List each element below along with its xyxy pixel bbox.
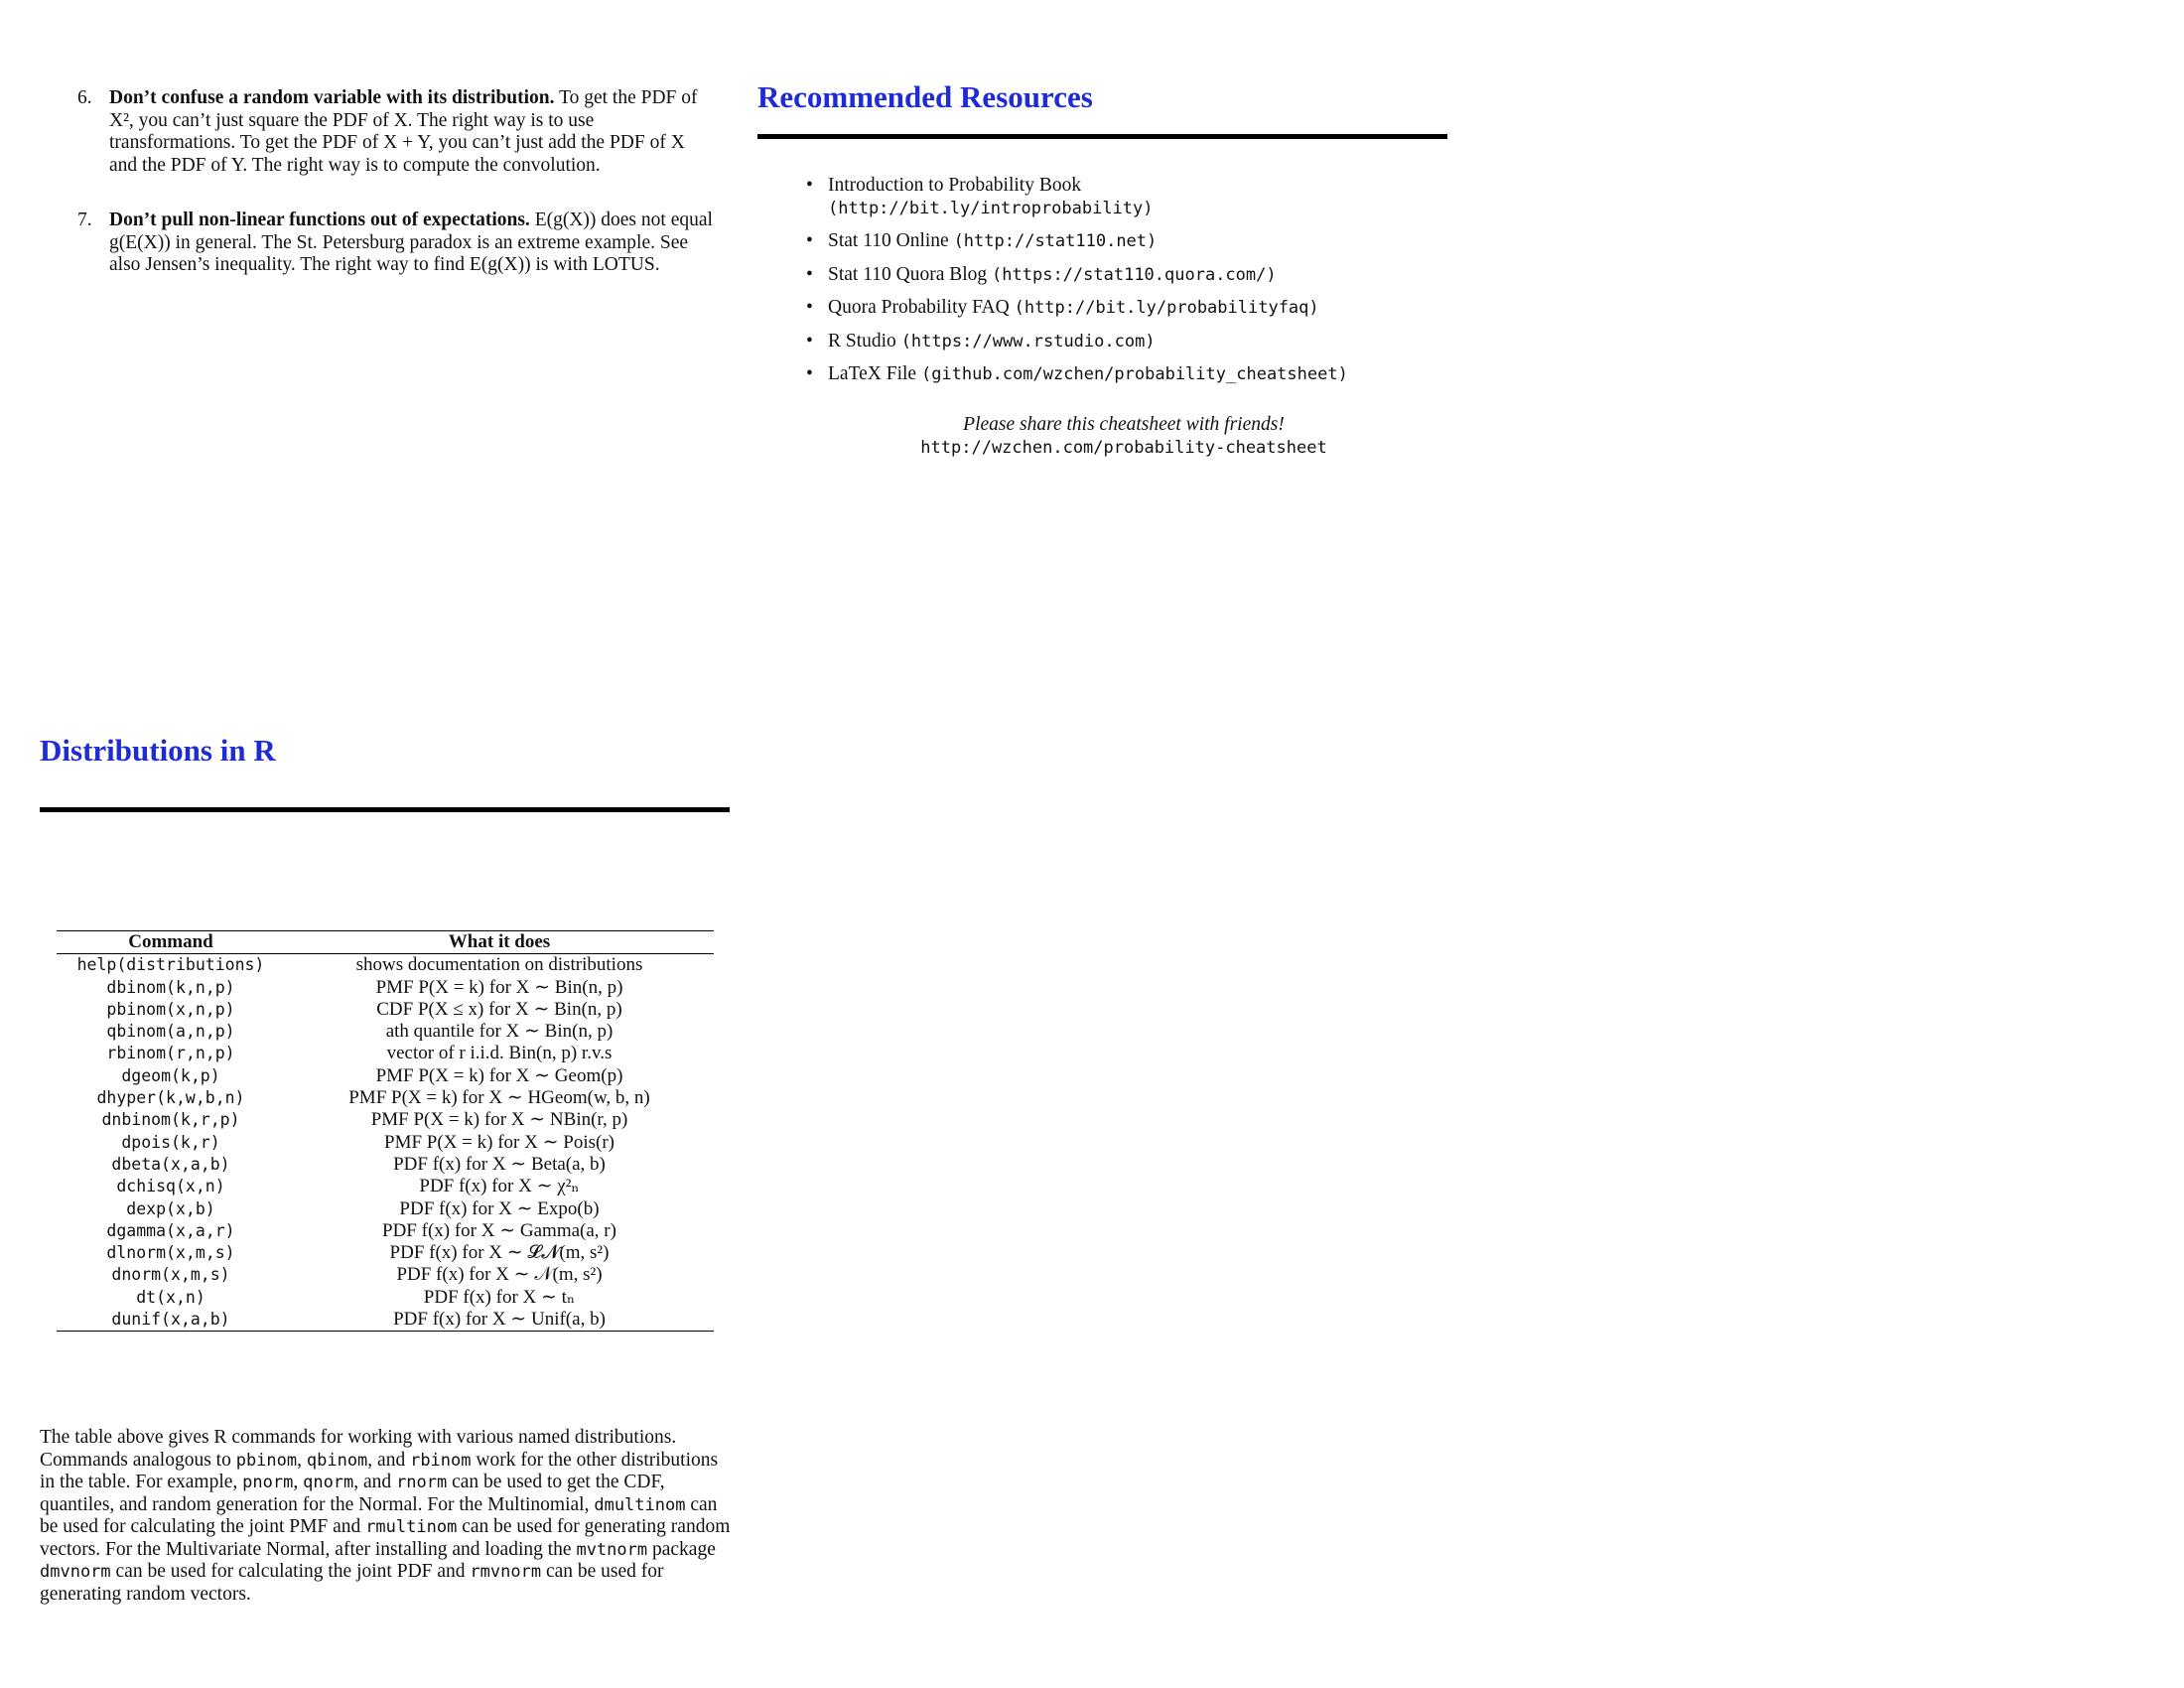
resource-link[interactable]: (http://bit.ly/introprobability) <box>828 198 1154 218</box>
table-row <box>57 1287 714 1309</box>
inline-code: rnorm <box>396 1473 448 1492</box>
paragraph-text: can be used for calculating the joint PDF and <box>110 1561 471 1582</box>
resources-list <box>806 175 1451 397</box>
command-cell: qbinom(a,n,p) <box>106 1022 235 1042</box>
description-cell: CDF P(X ≤ x) for X ∼ Bin(n, p) <box>376 998 622 1020</box>
resource-label: Stat 110 Online <box>828 230 949 251</box>
table-row <box>57 977 714 999</box>
table-body <box>57 954 714 1332</box>
description-cell: PMF P(X = k) for X ∼ Pois(r) <box>384 1131 614 1153</box>
description-cell: PMF P(X = k) for X ∼ Bin(n, p) <box>375 976 623 998</box>
table-row <box>57 1043 714 1064</box>
resource-item[interactable] <box>806 175 1451 219</box>
description-cell: PDF f(x) for X ∼ 𝓛𝓝(m, s²) <box>389 1242 610 1264</box>
table-row <box>57 1021 714 1043</box>
resource-label: R Studio <box>828 330 896 352</box>
table-row <box>57 1198 714 1220</box>
tips-list <box>77 87 713 310</box>
table-row <box>57 1109 714 1131</box>
resources-heading-rule <box>757 134 1447 139</box>
table-row <box>57 1309 714 1332</box>
table-row <box>57 1176 714 1197</box>
resource-label: Quora Probability FAQ <box>828 297 1010 318</box>
command-cell: dchisq(x,n) <box>116 1177 225 1196</box>
inline-code: rmvnorm <box>470 1562 542 1582</box>
description-cell: PDF f(x) for X ∼ χ²ₙ <box>419 1176 580 1197</box>
resource-item[interactable] <box>806 264 1451 287</box>
resource-label: Stat 110 Quora Blog <box>828 263 988 285</box>
resource-link[interactable]: (http://bit.ly/probabilityfaq) <box>1014 298 1319 318</box>
description-cell: PDF f(x) for X ∼ Beta(a, b) <box>393 1153 606 1175</box>
tip-item-6 <box>77 87 713 177</box>
paragraph-text: , <box>293 1472 304 1492</box>
inline-code: qbinom <box>306 1450 368 1471</box>
inline-code: dmvnorm <box>40 1562 111 1582</box>
command-cell: dt(x,n) <box>136 1287 205 1307</box>
description-cell: shows documentation on distributions <box>355 954 643 976</box>
resources-heading: Recommended Resources <box>757 79 1093 114</box>
inline-code: qnorm <box>303 1473 354 1492</box>
inline-code: rbinom <box>410 1450 472 1471</box>
command-cell: dgeom(k,p) <box>121 1065 220 1085</box>
distributions-paragraph <box>40 1427 735 1606</box>
paragraph-text: can be used for calculating the joint PMF and <box>40 1493 718 1537</box>
table-header-row <box>57 931 714 954</box>
description-cell: PMF P(X = k) for X ∼ HGeom(w, b, n) <box>348 1087 650 1109</box>
bullet-icon: • <box>806 263 813 285</box>
share-note <box>806 414 1441 459</box>
table-row <box>57 999 714 1021</box>
table-row <box>57 1154 714 1176</box>
share-url[interactable]: http://wzchen.com/probability-cheatsheet <box>920 437 1327 458</box>
command-cell: help(distributions) <box>76 955 265 975</box>
table-row <box>57 954 714 977</box>
inline-code: mvtnorm <box>576 1539 648 1560</box>
tip-body: E(g(X)) does not equal g(E(X)) in general. The St. Petersburg paradox is an extreme example. See also Jensen’s inequality. The right way to find E(g(X)) is with LOTUS. <box>109 210 713 275</box>
command-cell: dnorm(x,m,s) <box>111 1265 230 1285</box>
command-cell: dbeta(x,a,b) <box>111 1154 230 1174</box>
paragraph-text: , and <box>367 1449 411 1471</box>
table-row <box>57 1220 714 1242</box>
command-cell: rbinom(r,n,p) <box>106 1044 235 1063</box>
table-row <box>57 1242 714 1264</box>
paragraph-text: The table above gives R commands for working with various named distributions. Commands analogous to <box>40 1427 677 1471</box>
command-cell: dlnorm(x,m,s) <box>106 1243 235 1263</box>
command-cell: dgamma(x,a,r) <box>106 1220 235 1240</box>
distributions-heading-rule <box>40 807 730 812</box>
description-cell: PDF f(x) for X ∼ Unif(a, b) <box>285 1309 714 1332</box>
description-cell: PDF f(x) for X ∼ Gamma(a, r) <box>382 1219 616 1241</box>
paragraph-text: , and <box>353 1472 397 1492</box>
share-text: Please share this cheatsheet with friends! <box>963 414 1285 435</box>
command-cell: dpois(k,r) <box>121 1132 220 1152</box>
inline-code: rmultinom <box>365 1517 458 1537</box>
tip-number: 7. <box>77 210 92 230</box>
tip-body: To get the PDF of X², you can’t just square the PDF of X. The right way is to use transformations. To get the PDF of X + Y, you can’t just add the PDF of X and the PDF of Y. The right way is to compute the convolution. <box>109 87 698 176</box>
inline-code: dmultinom <box>594 1494 686 1515</box>
inline-code: pbinom <box>235 1450 298 1471</box>
command-cell: dhyper(k,w,b,n) <box>96 1088 245 1108</box>
bullet-icon: • <box>806 330 813 352</box>
bullet-icon: • <box>806 297 813 318</box>
column-header-command: Command <box>57 931 285 954</box>
resource-link[interactable]: (http://stat110.net) <box>953 231 1158 251</box>
tip-title: Don’t confuse a random variable with its distribution. <box>109 87 555 108</box>
description-cell: PMF P(X = k) for X ∼ Geom(p) <box>375 1064 623 1086</box>
bullet-icon: • <box>806 175 813 196</box>
tip-item-7 <box>77 210 713 277</box>
resource-item[interactable] <box>806 230 1451 253</box>
paragraph-text: can be used to get the CDF, quantiles, and random generation for the Normal. For the Multinomial, <box>40 1472 665 1515</box>
table-row <box>57 1132 714 1154</box>
resource-link[interactable]: (github.com/wzchen/probability_cheatsheet) <box>920 364 1348 384</box>
command-cell: pbinom(x,n,p) <box>106 999 235 1019</box>
r-commands-table <box>57 930 714 1332</box>
command-cell: dunif(x,a,b) <box>57 1309 285 1332</box>
table-row <box>57 1264 714 1286</box>
resource-label: Introduction to Probability Book <box>828 175 1082 196</box>
inline-code: pnorm <box>242 1473 294 1492</box>
paragraph-text: can be used for generating random vectors. <box>40 1561 664 1605</box>
bullet-icon: • <box>806 230 813 251</box>
description-cell: PDF f(x) for X ∼ Expo(b) <box>399 1197 600 1219</box>
resource-item[interactable] <box>806 297 1451 320</box>
bullet-icon: • <box>806 363 813 384</box>
description-cell: PMF P(X = k) for X ∼ NBin(r, p) <box>370 1109 628 1131</box>
table-row <box>57 1087 714 1109</box>
command-cell: dbinom(k,n,p) <box>106 977 235 997</box>
tip-title: Don’t pull non-linear functions out of expectations. <box>109 210 530 230</box>
paragraph-text: can be used for generating random vectors. For the Multivariate Normal, after installing and loading the <box>40 1516 731 1560</box>
column-header-description: What it does <box>285 931 714 954</box>
paragraph-text: package <box>647 1538 716 1560</box>
paragraph-text: work for the other distributions in the table. For example, <box>40 1449 719 1492</box>
table-row <box>57 1065 714 1087</box>
description-cell: ath quantile for X ∼ Bin(n, p) <box>385 1021 614 1043</box>
resource-link[interactable]: (https://stat110.quora.com/) <box>992 264 1277 285</box>
resource-item[interactable] <box>806 331 1451 353</box>
distributions-heading: Distributions in R <box>40 733 276 768</box>
command-cell: dnbinom(k,r,p) <box>101 1110 240 1130</box>
command-cell: dexp(x,b) <box>126 1198 215 1218</box>
resource-item[interactable] <box>806 363 1451 386</box>
paragraph-text: , <box>297 1449 307 1471</box>
description-cell: PDF f(x) for X ∼ tₙ <box>423 1286 576 1308</box>
description-cell: PDF f(x) for X ∼ 𝒩(m, s²) <box>396 1264 603 1286</box>
resource-label: LaTeX File <box>828 363 917 384</box>
tip-number: 6. <box>77 87 92 108</box>
description-cell: vector of r i.i.d. Bin(n, p) r.v.s <box>386 1043 613 1064</box>
resource-link[interactable]: (https://www.rstudio.com) <box>900 331 1156 352</box>
